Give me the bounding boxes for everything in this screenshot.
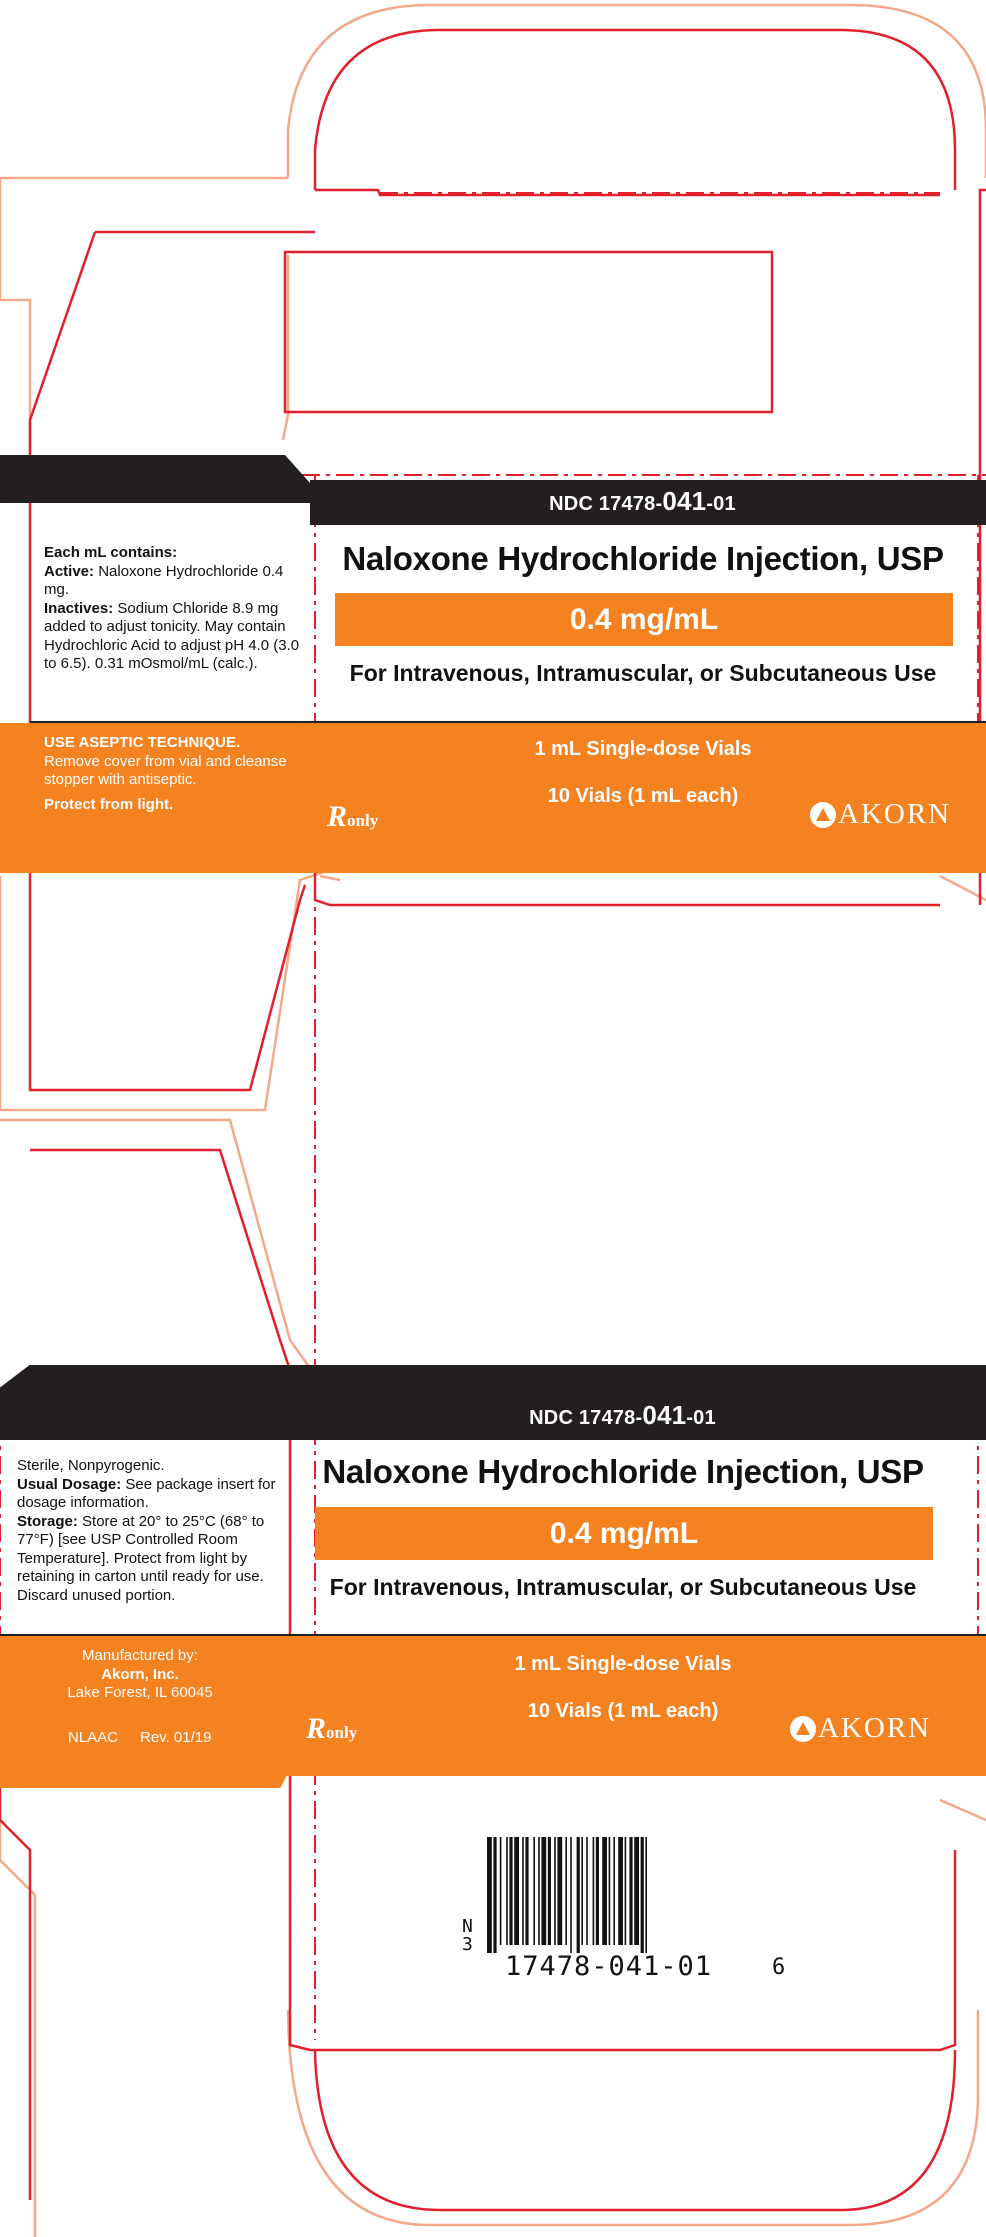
protect-from-light: Protect from light. bbox=[44, 795, 174, 813]
akorn-brand: AKORN bbox=[838, 798, 952, 830]
barcode-bar bbox=[613, 1837, 615, 1945]
manufactured-by: Manufactured by: bbox=[82, 1647, 198, 1664]
barcode-bar bbox=[514, 1837, 519, 1945]
barcode-bar bbox=[500, 1837, 502, 1945]
bottom-akorn-logo bbox=[788, 1712, 931, 1745]
bottom-vials-line-1: 1 mL Single-dose Vials bbox=[514, 1653, 732, 1675]
barcode-bar bbox=[593, 1837, 595, 1945]
barcode-bar bbox=[541, 1837, 546, 1945]
barcode-digits: 17478-041-01 bbox=[505, 1951, 713, 1982]
top-strength-box: 0.4 mg/mL bbox=[335, 593, 953, 646]
inactives-label: Inactives: bbox=[44, 599, 114, 617]
contains-heading: Each mL contains: bbox=[44, 544, 178, 561]
barcode-bar bbox=[581, 1837, 583, 1945]
ndc-suffix: -01 bbox=[686, 1407, 716, 1429]
rx-symbol: R bbox=[327, 800, 348, 833]
barcode-bar bbox=[609, 1837, 611, 1945]
barcode-bar bbox=[487, 1837, 492, 1953]
barcode-prefix-n: N bbox=[462, 1916, 474, 1937]
bottom-ndc-number bbox=[295, 1400, 950, 1431]
barcode-bar bbox=[533, 1837, 535, 1945]
ndc-prefix: NDC 17478- bbox=[529, 1407, 643, 1429]
barcode-prefix-3: 3 bbox=[462, 1934, 474, 1955]
barcode-bar bbox=[557, 1837, 562, 1945]
barcode-bar bbox=[493, 1837, 496, 1953]
ndc-product-code: 041 bbox=[662, 486, 707, 516]
barcode-bar bbox=[522, 1837, 524, 1945]
top-side-ingredients bbox=[44, 544, 304, 674]
label-code: NLAAC bbox=[68, 1729, 119, 1746]
bottom-side-codes bbox=[68, 1729, 288, 1748]
top-vials-line-2: 10 Vials (1 mL each) bbox=[547, 785, 739, 807]
inactives-text: Sodium Chloride 8.9 mg added to adjust tonicity. May contain Hydrochloric Acid to adjust pH 4.0 (3.0 to 6.5). 0.31 mOsmol/mL (calc.). bbox=[44, 599, 300, 672]
manufacturer-city: Lake Forest, IL 60045 bbox=[67, 1684, 213, 1701]
barcode-bar bbox=[548, 1837, 551, 1945]
barcode bbox=[487, 1837, 787, 1957]
bottom-side-manufacturer bbox=[40, 1647, 240, 1703]
barcode-bar bbox=[506, 1837, 508, 1945]
storage-text: Store at 20° to 25°C (68° to 77°F) [see USP Controlled Room Temperature]. Protect from light by retaining in carton until ready for use. Discard unused portion. bbox=[17, 1512, 265, 1604]
dosage-label: Usual Dosage: bbox=[17, 1475, 122, 1493]
barcode-bar bbox=[554, 1837, 556, 1945]
storage-label: Storage: bbox=[17, 1512, 78, 1530]
bottom-strength-box: 0.4 mg/mL bbox=[315, 1507, 933, 1560]
barcode-bar bbox=[596, 1837, 599, 1945]
dosage-text: See package insert for dosage information. bbox=[17, 1475, 276, 1511]
top-product-title: Naloxone Hydrochloride Injection, USP bbox=[342, 540, 944, 577]
rx-symbol: R bbox=[306, 1712, 327, 1745]
akorn-triangle-icon bbox=[808, 800, 838, 830]
akorn-brand: AKORN bbox=[818, 1712, 932, 1744]
ndc-suffix: -01 bbox=[706, 493, 736, 515]
bottom-orange-tab bbox=[0, 1760, 295, 1788]
barcode-bar bbox=[538, 1837, 540, 1945]
barcode-prefix bbox=[462, 1918, 474, 1954]
barcode-bar bbox=[602, 1837, 607, 1945]
barcode-bar bbox=[634, 1837, 639, 1945]
akorn-triangle-icon bbox=[788, 1714, 818, 1744]
barcode-bar bbox=[625, 1837, 627, 1945]
sterile-text: Sterile, Nonpyrogenic. bbox=[17, 1457, 165, 1474]
bottom-rx-only bbox=[306, 1712, 357, 1746]
barcode-bar bbox=[570, 1837, 572, 1953]
barcode-bar bbox=[586, 1837, 588, 1945]
rx-only-label: only bbox=[347, 811, 379, 830]
bottom-route-text: For Intravenous, Intramuscular, or Subcutaneous Use bbox=[329, 1574, 917, 1600]
bottom-product-title: Naloxone Hydrochloride Injection, USP bbox=[322, 1453, 924, 1490]
rx-only-label: only bbox=[326, 1723, 358, 1742]
manufacturer-name: Akorn, Inc. bbox=[101, 1665, 179, 1683]
aseptic-heading: USE ASEPTIC TECHNIQUE. bbox=[44, 734, 241, 751]
top-vials-line-1: 1 mL Single-dose Vials bbox=[534, 738, 752, 760]
top-side-aseptic bbox=[44, 734, 309, 814]
barcode-bar bbox=[641, 1837, 644, 1953]
barcode-bar bbox=[525, 1837, 528, 1945]
barcode-bar bbox=[645, 1837, 647, 1953]
top-ndc-number bbox=[315, 486, 970, 517]
active-label: Active: bbox=[44, 562, 95, 580]
aseptic-text: Remove cover from vial and cleanse stopper with antiseptic. bbox=[44, 752, 287, 788]
barcode-bar bbox=[629, 1837, 632, 1945]
revision: Rev. 01/19 bbox=[140, 1729, 212, 1746]
barcode-bar bbox=[565, 1837, 567, 1945]
barcode-bar bbox=[577, 1837, 580, 1953]
top-rx-only bbox=[327, 800, 378, 834]
bottom-side-storage bbox=[17, 1457, 287, 1605]
top-akorn-logo bbox=[808, 798, 951, 831]
active-text: Naloxone Hydrochloride 0.4 mg. bbox=[44, 562, 284, 598]
barcode-bar bbox=[509, 1837, 512, 1945]
barcode-bar bbox=[618, 1837, 623, 1945]
bottom-vials-line-2: 10 Vials (1 mL each) bbox=[527, 1700, 719, 1722]
ndc-product-code: 041 bbox=[642, 1400, 687, 1430]
barcode-check-digit: 6 bbox=[772, 1955, 787, 1980]
top-route-text: For Intravenous, Intramuscular, or Subcutaneous Use bbox=[349, 660, 937, 686]
ndc-prefix: NDC 17478- bbox=[549, 493, 663, 515]
